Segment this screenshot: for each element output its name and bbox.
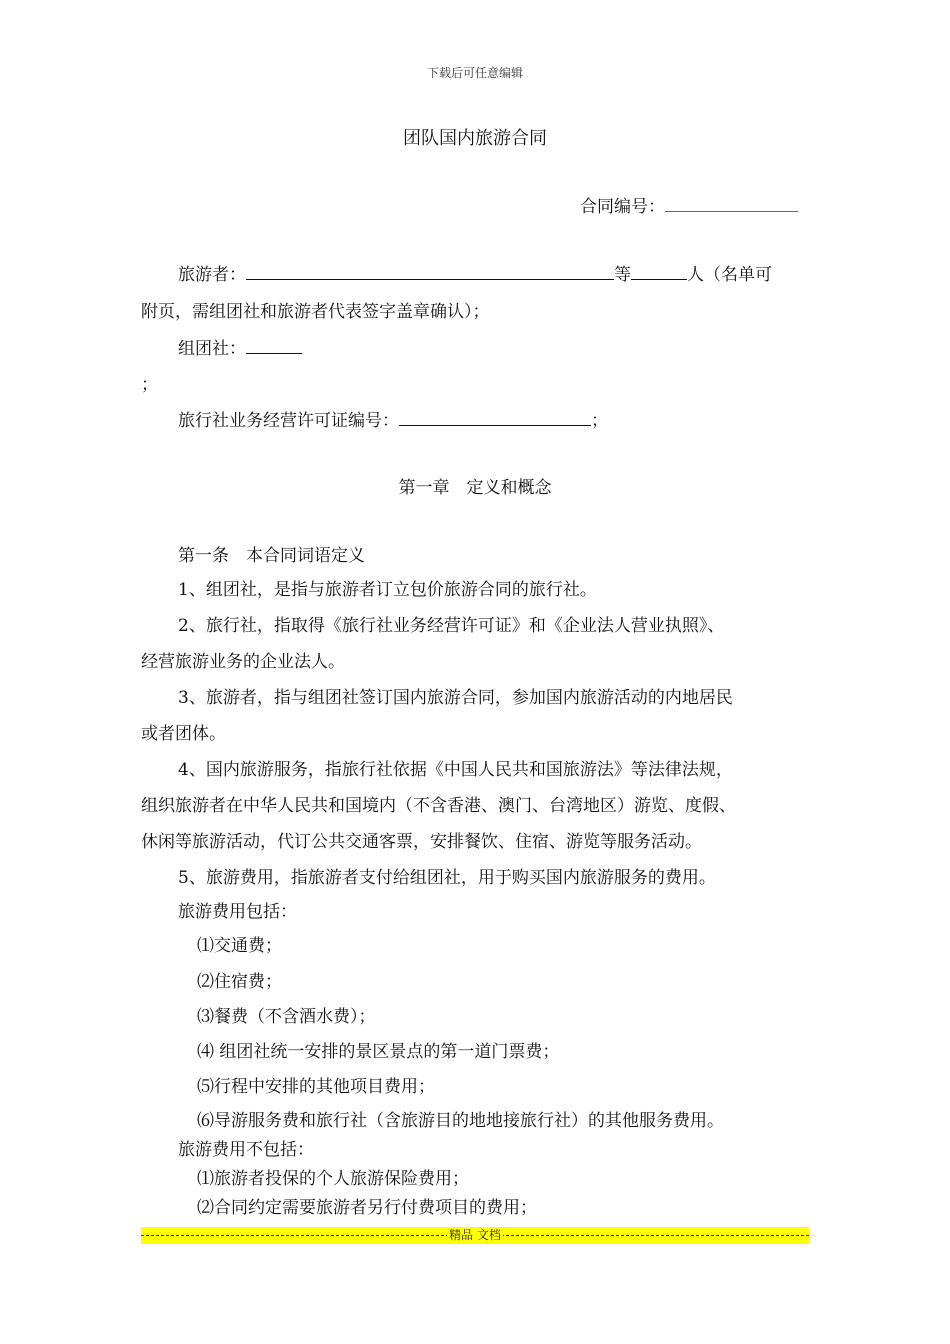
definition-4c: 休闲等旅游活动，代订公共交通客票，安排餐饮、住宿、游览等服务活动。	[141, 832, 702, 852]
fee-item: ⑸行程中安排的其他项目费用；	[197, 1077, 435, 1097]
excluded-item: ⑵合同约定需要旅游者另行付费项目的费用；	[197, 1198, 537, 1218]
license-blank[interactable]	[399, 409, 591, 426]
definition-2a: 2、旅行社，指取得《旅行社业务经营许可证》和《企业法人营业执照》、	[178, 616, 725, 636]
license-line	[178, 409, 608, 432]
excluded-item: ⑴旅游者投保的个人旅游保险费用；	[197, 1169, 469, 1189]
traveler-count-blank[interactable]	[631, 263, 687, 280]
fees-included-label: 旅游费用包括：	[178, 902, 297, 922]
traveler-name-blank[interactable]	[246, 263, 614, 280]
fee-item: ⑹导游服务费和旅行社（含旅游目的地地接旅行社）的其他服务费用。	[197, 1111, 724, 1131]
definition-5: 5、旅游费用，指旅游者支付给组团社，用于购买国内旅游服务的费用。	[178, 868, 716, 888]
header-note: 下载后可任意编辑	[426, 66, 523, 80]
definition-3a: 3、旅游者，指与组团社签订国内旅游合同，参加国内旅游活动的内地居民	[178, 688, 733, 708]
fee-item: ⑶餐费（不含酒水费）；	[197, 1007, 376, 1027]
traveler-mid: 等	[614, 265, 631, 285]
definition-2b: 经营旅游业务的企业法人。	[141, 652, 345, 672]
agency-line	[178, 337, 302, 360]
agency-label: 组团社：	[178, 339, 246, 359]
definition-4a: 4、国内旅游服务，指旅行社依据《中国人民共和国旅游法》等法律法规，	[178, 760, 733, 780]
fee-item: ⑷ 组团社统一安排的景区景点的第一道门票费；	[197, 1042, 560, 1062]
fee-item: ⑵住宿费；	[197, 972, 282, 992]
agency-semicolon: ；	[141, 375, 158, 395]
chapter-title: 第一章 定义和概念	[398, 478, 552, 498]
definition-4b: 组织旅游者在中华人民共和国境内（不含香港、澳门、台湾地区）游览、度假、	[141, 796, 736, 816]
fees-excluded-label: 旅游费用不包括：	[178, 1140, 314, 1160]
traveler-line	[178, 263, 772, 286]
license-label: 旅行社业务经营许可证编号：	[178, 411, 399, 431]
article-title: 第一条 本合同词语定义	[178, 546, 365, 566]
page-title: 团队国内旅游合同	[403, 128, 547, 149]
definition-3b: 或者团体。	[141, 724, 226, 744]
traveler-line-2: 附页，需组团社和旅游者代表签字盖章确认）；	[141, 302, 490, 322]
contract-number-label: 合同编号：	[580, 197, 665, 217]
traveler-tail: 人（名单可	[687, 265, 772, 285]
traveler-label: 旅游者：	[178, 265, 246, 285]
contract-number	[580, 195, 798, 218]
agency-blank[interactable]	[246, 337, 302, 354]
footer-banner	[141, 1227, 809, 1244]
footer-text: 精品 文档	[449, 1228, 501, 1242]
fee-item: ⑴交通费；	[197, 936, 282, 956]
definition-1: 1、组团社，是指与旅游者订立包价旅游合同的旅行社。	[178, 580, 597, 600]
contract-number-blank[interactable]	[665, 195, 798, 212]
license-tail: ；	[591, 411, 608, 431]
